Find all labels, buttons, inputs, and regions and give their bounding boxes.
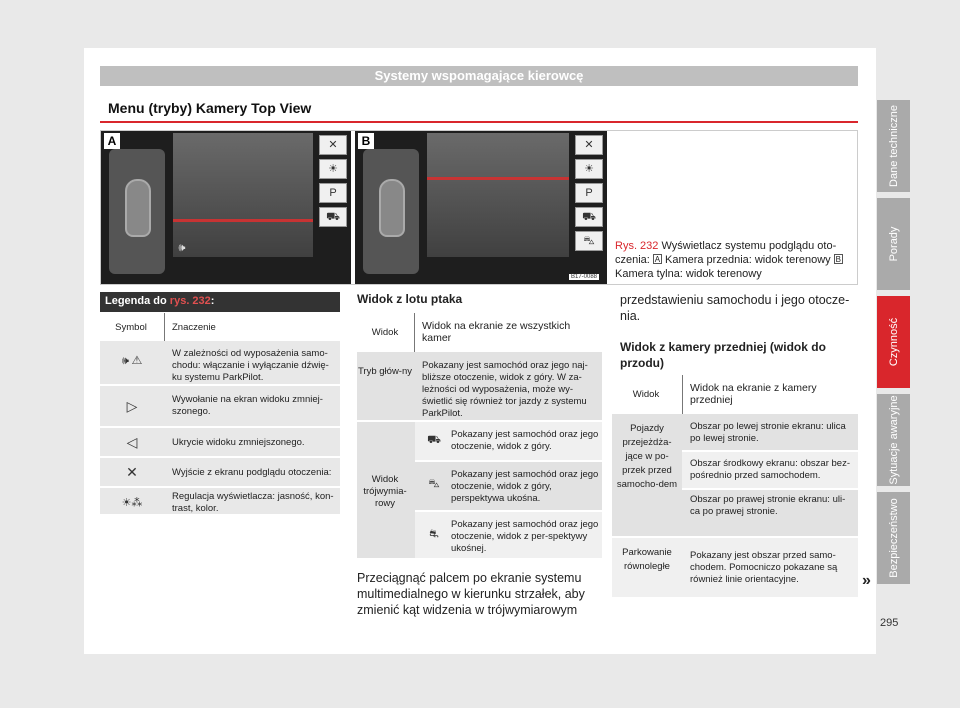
legend-title: Legenda do rys. 232: — [100, 292, 340, 312]
table-row: ⛐ Pokazany jest samochód oraz jego otoczenie, widok z per-spektywy ukośnej. — [415, 512, 602, 560]
view-mode-icon[interactable]: ⛟ — [575, 207, 603, 227]
brightness-icon: ☀⁂ — [121, 497, 143, 509]
table-row: ✕ Wyjście z ekranu podglądu otoczenia: — [100, 458, 340, 488]
car-side-icon: ⛐ — [429, 528, 439, 540]
triangle-right-icon: ▷ — [126, 398, 138, 414]
car-top-icon: ⛟ — [427, 434, 441, 446]
birdview-body-text: Przeciągnąć palcem po ekranie systemu multimedialnego w kierunku strzałek, aby zmienić kąt widzenia w trójwymiarowym — [357, 571, 585, 617]
tab-porady[interactable]: Porady — [877, 198, 910, 290]
tab-sytuacje-awaryjne[interactable]: Sytuacje awaryjne — [877, 394, 910, 486]
car-icon — [379, 179, 405, 237]
front-camera-header: Widok Widok na ekranie z kamery przedniej — [612, 375, 858, 414]
top-view-panel — [109, 149, 165, 274]
birdview-table — [357, 352, 602, 560]
guide-line — [427, 177, 569, 180]
birdview-heading: Widok z lotu ptaka — [357, 292, 463, 306]
table-row: ☀⁂ Regulacja wyświetlacza: jasność, kon-trast, kolor. — [100, 488, 340, 516]
car-icon — [125, 179, 151, 237]
car-view-icon[interactable]: ⛍ — [575, 231, 603, 251]
guide-line — [173, 219, 313, 222]
close-icon[interactable]: ✕ — [319, 135, 347, 155]
rear-camera-view — [427, 133, 569, 257]
table-row: Obszar po lewej stronie ekranu: ulica po lewej stronie. — [682, 414, 858, 452]
chapter-header: Systemy wspomagające kierowcę — [100, 66, 858, 86]
table-row: ⛍ Pokazany jest samochód oraz jego otoczenie, widok z góry, perspektywa ukośna. — [415, 462, 602, 512]
front-camera-view — [173, 133, 313, 257]
table-row: ⛟ Pokazany jest samochód oraz jego otoczenie, widok z góry. — [415, 422, 602, 462]
figure-caption: Rys. 232 Wyświetlacz systemu podglądu oto-czenia: A Kamera przednia: widok terenowy B Kamera tylna: widok terenowy — [615, 240, 841, 280]
table-row: Obszar po prawej stronie ekranu: uli-ca po prawej stronie. — [682, 490, 858, 538]
continue-arrow: » — [862, 572, 871, 589]
table-row: Obszar środkowy ekranu: obszar bez-pośrednio przed samochodem. — [682, 452, 858, 490]
sound-toggle-icon: 🕪 ⚠ — [122, 355, 142, 367]
screen-a-label: A — [104, 133, 120, 149]
car-perspective-icon: ⛍ — [428, 478, 440, 490]
legend-header: Symbol Znaczenie — [100, 313, 340, 341]
parking-icon[interactable]: P — [575, 183, 603, 203]
screen-b-label: B — [358, 133, 374, 149]
sound-toggle-icon[interactable]: 🕪 — [178, 242, 186, 254]
table-row: ▷ Wywołanie na ekran widoku zmniej-szonego. — [100, 386, 340, 428]
brightness-icon[interactable]: ☀ — [319, 159, 347, 179]
brightness-icon[interactable]: ☀ — [575, 159, 603, 179]
screen-b — [355, 131, 607, 284]
table-row: 🕪 ⚠ W zależności od wyposażenia samo-chodu: włączanie i wyłączanie dźwię-ku systemu ParkPilot. — [100, 341, 340, 386]
title-divider — [100, 121, 858, 123]
table-row: ◁ Ukrycie widoku zmniejszonego. — [100, 428, 340, 458]
table-row: Tryb głów-ny Pokazany jest samochód oraz jego naj-bliższe otoczenie, widok z góry. W za-leżności od wyposażenia, może wy-świetlić się również tor jazdy z systemu ParkPilot. — [357, 352, 602, 422]
section-title: Menu (tryby) Kamery Top View — [108, 100, 312, 116]
front-camera-heading: Widok z kamery przedniej (widok do przodu) — [620, 340, 826, 370]
tab-czynnosc[interactable]: Czynność — [877, 296, 910, 388]
tab-dane-techniczne[interactable]: Dane techniczne — [877, 100, 910, 192]
close-icon[interactable]: ✕ — [575, 135, 603, 155]
front-camera-table — [612, 414, 858, 599]
table-row: Pojazdy przejeżdża-jące w po-przek przed samocho-dem — [612, 414, 682, 538]
view-mode-icon[interactable]: ⛟ — [319, 207, 347, 227]
parking-icon[interactable]: P — [319, 183, 347, 203]
figure-code: B17-0088 — [571, 274, 598, 280]
close-icon: ✕ — [126, 464, 138, 480]
tab-bezpieczenstwo[interactable]: Bezpieczeństwo — [877, 492, 910, 584]
table-row: Parkowanie równoległe Pokazany jest obszar przed samo-chodem. Pomocniczo pokazane są również linie orientacyjne. — [612, 538, 858, 599]
legend-table — [100, 341, 340, 516]
top-view-panel — [363, 149, 419, 274]
screen-a — [101, 131, 351, 284]
triangle-left-icon: ◁ — [126, 434, 138, 450]
intro-text: przedstawieniu samochodu i jego otocze-nia. — [620, 293, 850, 323]
table-row: Widok trójwymia-rowy — [357, 422, 415, 560]
birdview-header: Widok Widok na ekranie ze wszystkich kamer — [357, 313, 602, 352]
page-number: 295 — [880, 617, 899, 629]
